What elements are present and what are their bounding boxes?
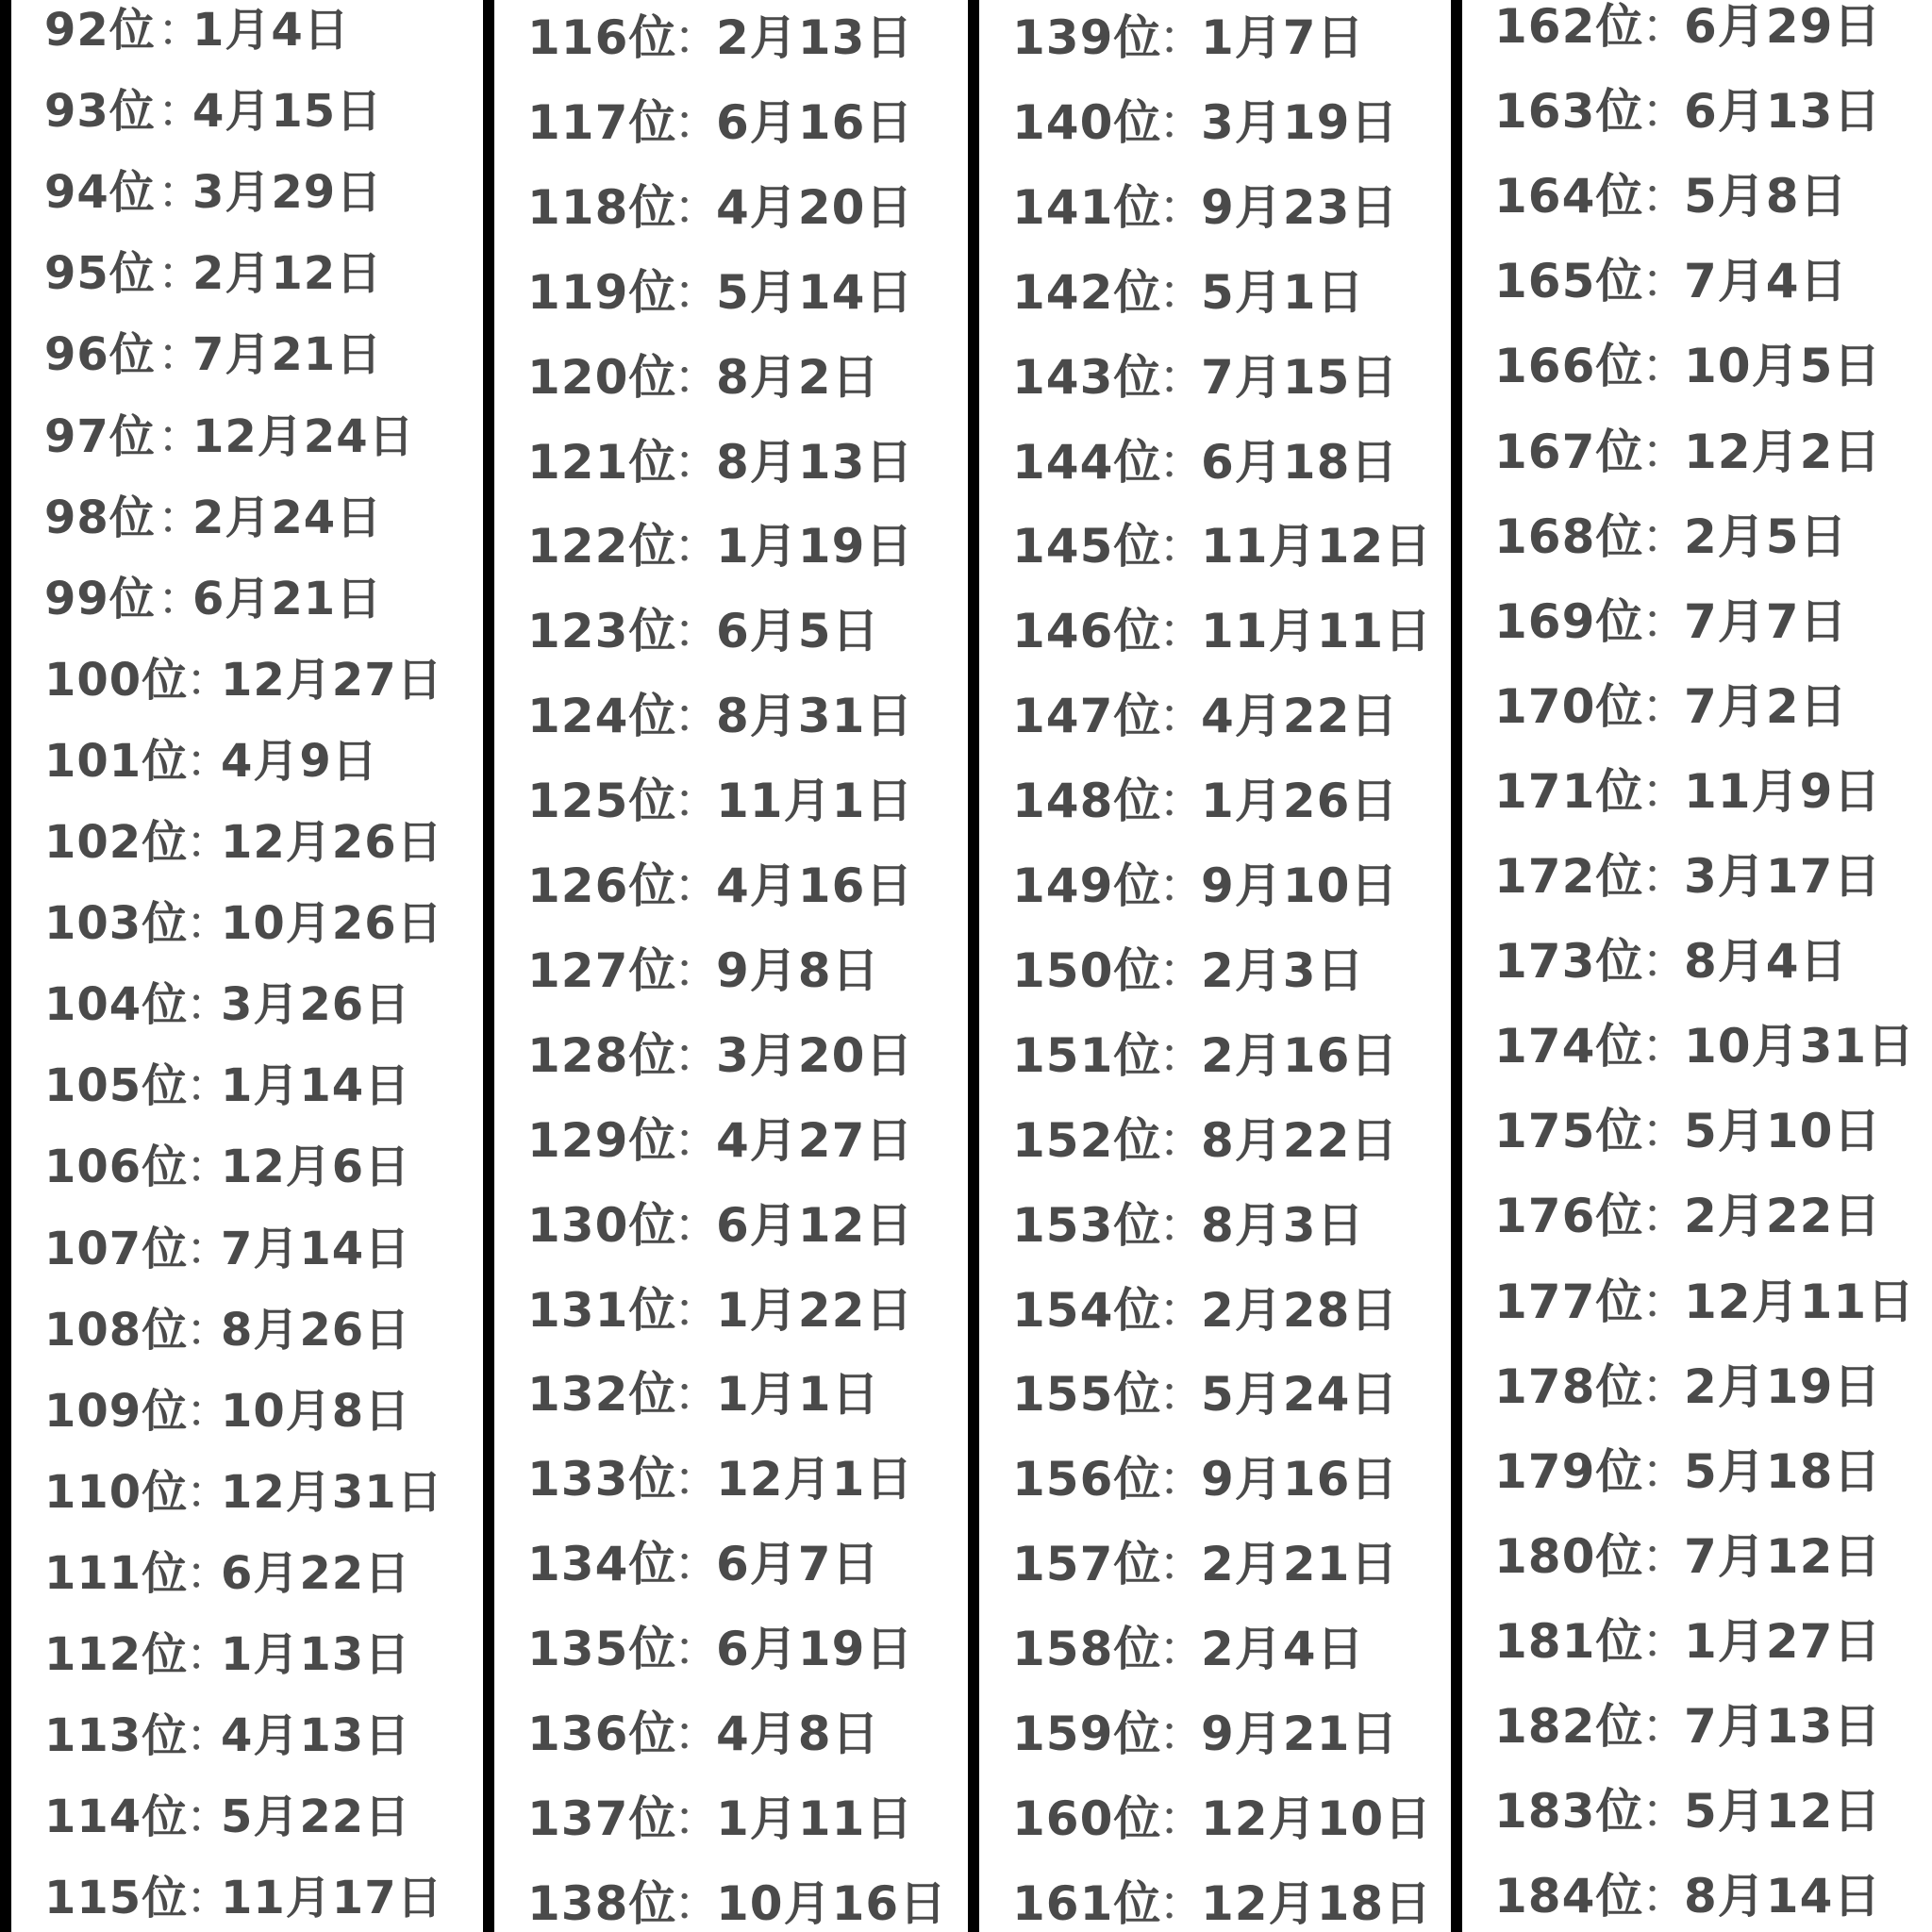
birthday-date: 8月4日 (1684, 934, 1848, 990)
birthday-date: 4月13日 (221, 1709, 411, 1763)
rank-label: 172位 (1494, 849, 1644, 904)
birthday-date: 1月26日 (1201, 774, 1399, 829)
rank-label: 175位 (1494, 1104, 1644, 1159)
colon-separator: ： (186, 978, 233, 1032)
rank-label: 110位 (44, 1465, 189, 1519)
birthday-date: 5月8日 (1684, 169, 1848, 225)
colon-separator: ： (1641, 424, 1690, 479)
rank-label: 147位 (1012, 689, 1162, 744)
rank-label: 112位 (44, 1628, 189, 1681)
birthday-date: 2月5日 (1684, 508, 1848, 564)
colon-separator: ： (1158, 1197, 1207, 1253)
rank-label: 134位 (527, 1537, 677, 1592)
birthday-date: 1月7日 (1201, 10, 1365, 65)
rank-label: 99位 (44, 572, 156, 625)
rank-label: 93位 (44, 85, 156, 139)
colon-separator: ： (1641, 339, 1690, 394)
birthday-date: 6月12日 (716, 1197, 914, 1253)
birthday-date: 7月4日 (1684, 254, 1848, 309)
colon-separator: ： (674, 942, 722, 998)
colon-separator: ： (674, 1112, 722, 1168)
birthday-date: 12月6日 (221, 1141, 411, 1194)
birthday-date: 8月13日 (716, 434, 914, 490)
rank-label: 168位 (1494, 508, 1644, 564)
birthday-date: 1月27日 (1684, 1613, 1882, 1669)
rank-label: 131位 (527, 1282, 677, 1338)
rank-label: 95位 (44, 247, 156, 301)
birthday-date: 11月9日 (1684, 763, 1882, 819)
colon-separator: ： (186, 1872, 233, 1925)
colon-separator: ： (1158, 519, 1207, 575)
rank-label: 156位 (1012, 1452, 1162, 1507)
colon-separator: ： (1641, 84, 1690, 140)
birthday-date: 12月31日 (221, 1465, 443, 1519)
birthday-date: 4月15日 (192, 85, 383, 139)
colon-separator: ： (158, 4, 205, 57)
colon-separator: ： (1158, 774, 1207, 829)
rank-label: 104位 (44, 978, 189, 1032)
birthday-date: 11月1日 (716, 774, 914, 829)
birthday-date: 1月4日 (192, 4, 350, 57)
rank-label: 114位 (44, 1790, 189, 1844)
rank-label: 125位 (527, 774, 677, 829)
rank-label: 143位 (1012, 349, 1162, 405)
birthday-date: 10月26日 (221, 897, 443, 951)
colon-separator: ： (1641, 763, 1690, 819)
colon-separator: ： (1641, 1869, 1690, 1924)
rank-label: 145位 (1012, 519, 1162, 575)
ranking-column-1 (11, 0, 483, 1932)
rank-label: 121位 (527, 434, 677, 490)
rank-label: 184位 (1494, 1869, 1644, 1924)
birthday-date: 5月10日 (1684, 1104, 1882, 1159)
rank-label: 159位 (1012, 1707, 1162, 1761)
rank-label: 96位 (44, 328, 156, 382)
rank-label: 118位 (527, 179, 677, 235)
birthday-date: 12月18日 (1201, 1875, 1433, 1931)
rank-label: 178位 (1494, 1358, 1644, 1414)
colon-separator: ： (186, 1628, 233, 1681)
colon-separator: ： (1158, 94, 1207, 150)
birthday-date: 4月9日 (221, 734, 378, 788)
rank-label: 150位 (1012, 942, 1162, 998)
birthday-date: 7月14日 (221, 1222, 411, 1275)
colon-separator: ： (186, 1384, 233, 1438)
colon-separator: ： (1158, 1367, 1207, 1423)
birthday-date: 6月22日 (221, 1546, 411, 1600)
rank-label: 117位 (527, 94, 677, 150)
rank-label: 109位 (44, 1384, 189, 1438)
colon-separator: ： (186, 1546, 233, 1600)
birthday-date: 9月23日 (1201, 179, 1399, 235)
rank-label: 120位 (527, 349, 677, 405)
colon-separator: ： (1158, 1112, 1207, 1168)
birthday-date: 2月22日 (1684, 1189, 1882, 1244)
birthday-date: 9月10日 (1201, 858, 1399, 913)
rank-label: 97位 (44, 409, 156, 463)
ranking-column-3 (979, 0, 1451, 1932)
birthday-date: 7月15日 (1201, 349, 1399, 405)
colon-separator: ： (1641, 678, 1690, 734)
colon-separator: ： (1641, 1443, 1690, 1499)
birthday-date: 5月1日 (1201, 264, 1365, 320)
rank-label: 180位 (1494, 1528, 1644, 1584)
rank-label: 160位 (1012, 1790, 1162, 1846)
colon-separator: ： (1641, 934, 1690, 990)
colon-separator: ： (674, 1367, 722, 1423)
rank-label: 105位 (44, 1059, 189, 1113)
birthday-date: 5月18日 (1684, 1443, 1882, 1499)
birthday-date: 3月20日 (716, 1027, 914, 1083)
colon-separator: ： (1641, 1274, 1690, 1329)
birthday-date: 7月21日 (192, 328, 383, 382)
rank-label: 107位 (44, 1222, 189, 1275)
rank-label: 173位 (1494, 934, 1644, 990)
ranking-column-4 (1462, 0, 1932, 1932)
rank-label: 154位 (1012, 1282, 1162, 1338)
rank-label: 163位 (1494, 84, 1644, 140)
rank-label: 140位 (1012, 94, 1162, 150)
birthday-date: 12月26日 (221, 816, 443, 869)
rank-label: 115位 (44, 1872, 189, 1925)
colon-separator: ： (1641, 169, 1690, 225)
rank-label: 157位 (1012, 1537, 1162, 1592)
birthday-date: 11月12日 (1201, 519, 1433, 575)
colon-separator: ： (186, 1222, 233, 1275)
colon-separator: ： (186, 1790, 233, 1844)
birthday-date: 2月24日 (192, 491, 383, 544)
birthday-date: 6月29日 (1684, 0, 1882, 54)
colon-separator: ： (1641, 254, 1690, 309)
colon-separator: ： (674, 858, 722, 913)
birthday-date: 5月24日 (1201, 1367, 1399, 1423)
colon-separator: ： (1158, 1622, 1207, 1677)
birthday-date: 7月13日 (1684, 1699, 1882, 1754)
rank-label: 144位 (1012, 434, 1162, 490)
colon-separator: ： (158, 85, 205, 139)
birthday-date: 12月11日 (1684, 1274, 1916, 1329)
colon-separator: ： (674, 1875, 722, 1931)
rank-label: 149位 (1012, 858, 1162, 913)
rank-label: 124位 (527, 689, 677, 744)
birthday-date: 12月2日 (1684, 424, 1882, 479)
colon-separator: ： (158, 328, 205, 382)
birthday-date: 12月24日 (192, 409, 415, 463)
rank-label: 151位 (1012, 1027, 1162, 1083)
rank-label: 116位 (527, 10, 677, 65)
birthday-date: 1月14日 (221, 1059, 411, 1113)
rank-label: 176位 (1494, 1189, 1644, 1244)
colon-separator: ： (674, 349, 722, 405)
colon-separator: ： (1158, 179, 1207, 235)
rank-label: 169位 (1494, 593, 1644, 649)
colon-separator: ： (674, 264, 722, 320)
rank-label: 162位 (1494, 0, 1644, 54)
colon-separator: ： (1158, 1707, 1207, 1761)
birthday-date: 2月16日 (1201, 1027, 1399, 1083)
birthday-date: 10月5日 (1684, 339, 1882, 394)
rank-label: 101位 (44, 734, 189, 788)
birthday-date: 8月22日 (1201, 1112, 1399, 1168)
colon-separator: ： (674, 774, 722, 829)
colon-separator: ： (1158, 264, 1207, 320)
colon-separator: ： (1158, 1790, 1207, 1846)
rank-label: 138位 (527, 1875, 677, 1931)
birthday-date: 1月19日 (716, 519, 914, 575)
rank-label: 126位 (527, 858, 677, 913)
colon-separator: ： (186, 816, 233, 869)
birthday-date: 5月12日 (1684, 1784, 1882, 1840)
birthday-date: 11月17日 (221, 1872, 443, 1925)
colon-separator: ： (186, 1709, 233, 1763)
colon-separator: ： (1641, 1104, 1690, 1159)
birthday-date: 6月18日 (1201, 434, 1399, 490)
rank-label: 137位 (527, 1790, 677, 1846)
birthday-date: 5月14日 (716, 264, 914, 320)
birthday-date: 6月5日 (716, 604, 880, 659)
colon-separator: ： (158, 247, 205, 301)
colon-separator: ： (674, 1790, 722, 1846)
birthday-date: 8月3日 (1201, 1197, 1365, 1253)
birthday-date: 4月20日 (716, 179, 914, 235)
rank-label: 182位 (1494, 1699, 1644, 1754)
rank-label: 103位 (44, 897, 189, 951)
birthday-date: 2月3日 (1201, 942, 1365, 998)
birthday-date: 3月26日 (221, 978, 411, 1032)
rank-label: 135位 (527, 1622, 677, 1677)
colon-separator: ： (674, 179, 722, 235)
birthday-date: 6月13日 (1684, 84, 1882, 140)
colon-separator: ： (674, 10, 722, 65)
colon-separator: ： (1641, 1019, 1690, 1074)
birthday-date: 2月12日 (192, 247, 383, 301)
birthday-date: 6月19日 (716, 1622, 914, 1677)
colon-separator: ： (158, 409, 205, 463)
colon-separator: ： (1158, 10, 1207, 65)
birthday-date: 4月16日 (716, 858, 914, 913)
colon-separator: ： (158, 572, 205, 625)
rank-label: 127位 (527, 942, 677, 998)
rank-label: 165位 (1494, 254, 1644, 309)
rank-label: 152位 (1012, 1112, 1162, 1168)
birthday-date: 8月2日 (716, 349, 880, 405)
rank-label: 100位 (44, 653, 189, 707)
rank-label: 174位 (1494, 1019, 1644, 1074)
rank-label: 133位 (527, 1452, 677, 1507)
rank-label: 106位 (44, 1141, 189, 1194)
rank-label: 132位 (527, 1367, 677, 1423)
birthday-date: 10月16日 (716, 1875, 948, 1931)
birthday-date: 1月22日 (716, 1282, 914, 1338)
colon-separator: ： (186, 653, 233, 707)
colon-separator: ： (1641, 593, 1690, 649)
colon-separator: ： (158, 166, 205, 220)
birthday-date: 1月13日 (221, 1628, 411, 1681)
colon-separator: ： (674, 1537, 722, 1592)
birthday-date: 10月31日 (1684, 1019, 1916, 1074)
rank-label: 164位 (1494, 169, 1644, 225)
colon-separator: ： (1158, 1537, 1207, 1592)
colon-separator: ： (1641, 1784, 1690, 1840)
birthday-date: 11月11日 (1201, 604, 1433, 659)
rank-label: 166位 (1494, 339, 1644, 394)
birthday-date: 4月27日 (716, 1112, 914, 1168)
birthday-date: 2月28日 (1201, 1282, 1399, 1338)
colon-separator: ： (674, 604, 722, 659)
rank-label: 153位 (1012, 1197, 1162, 1253)
colon-separator: ： (1158, 349, 1207, 405)
birthday-date: 6月7日 (716, 1537, 880, 1592)
birthday-date: 6月21日 (192, 572, 383, 625)
rank-label: 111位 (44, 1546, 189, 1600)
birthday-date: 3月19日 (1201, 94, 1399, 150)
rank-label: 148位 (1012, 774, 1162, 829)
colon-separator: ： (186, 1465, 233, 1519)
rank-label: 139位 (1012, 10, 1162, 65)
colon-separator: ： (1158, 1027, 1207, 1083)
colon-separator: ： (1641, 1358, 1690, 1414)
colon-separator: ： (1158, 1875, 1207, 1931)
colon-separator: ： (1158, 689, 1207, 744)
colon-separator: ： (674, 1707, 722, 1761)
colon-separator: ： (674, 1197, 722, 1253)
rank-label: 130位 (527, 1197, 677, 1253)
rank-label: 142位 (1012, 264, 1162, 320)
colon-separator: ： (674, 434, 722, 490)
colon-separator: ： (1158, 858, 1207, 913)
rank-label: 122位 (527, 519, 677, 575)
colon-separator: ： (674, 519, 722, 575)
birthday-date: 7月12日 (1684, 1528, 1882, 1584)
rank-label: 183位 (1494, 1784, 1644, 1840)
birthday-date: 2月13日 (716, 10, 914, 65)
rank-label: 136位 (527, 1707, 677, 1761)
colon-separator: ： (1641, 1613, 1690, 1669)
birthday-date: 10月8日 (221, 1384, 411, 1438)
rank-label: 181位 (1494, 1613, 1644, 1669)
rank-label: 179位 (1494, 1443, 1644, 1499)
colon-separator: ： (674, 1282, 722, 1338)
colon-separator: ： (1158, 942, 1207, 998)
birthday-date: 3月29日 (192, 166, 383, 220)
colon-separator: ： (1158, 434, 1207, 490)
colon-separator: ： (1641, 508, 1690, 564)
colon-separator: ： (186, 734, 233, 788)
ranking-column-2 (494, 0, 968, 1932)
colon-separator: ： (674, 1452, 722, 1507)
rank-label: 161位 (1012, 1875, 1162, 1931)
birthday-date: 8月14日 (1684, 1869, 1882, 1924)
birthday-date: 5月22日 (221, 1790, 411, 1844)
colon-separator: ： (186, 1141, 233, 1194)
birthday-date: 1月1日 (716, 1367, 880, 1423)
rank-label: 102位 (44, 816, 189, 869)
colon-separator: ： (1158, 1452, 1207, 1507)
birthday-date: 6月16日 (716, 94, 914, 150)
rank-label: 108位 (44, 1303, 189, 1357)
rank-label: 171位 (1494, 763, 1644, 819)
colon-separator: ： (1158, 1282, 1207, 1338)
birthday-date: 2月19日 (1684, 1358, 1882, 1414)
birthday-date: 4月22日 (1201, 689, 1399, 744)
birthday-date: 3月17日 (1684, 849, 1882, 904)
colon-separator: ： (1641, 1189, 1690, 1244)
colon-separator: ： (674, 689, 722, 744)
birthday-date: 12月27日 (221, 653, 443, 707)
birthday-date: 12月10日 (1201, 1790, 1433, 1846)
rank-label: 141位 (1012, 179, 1162, 235)
colon-separator: ： (674, 94, 722, 150)
rank-label: 155位 (1012, 1367, 1162, 1423)
birthday-date: 8月26日 (221, 1303, 411, 1357)
colon-separator: ： (158, 491, 205, 544)
colon-separator: ： (1641, 849, 1690, 904)
rank-label: 177位 (1494, 1274, 1644, 1329)
birthday-date: 9月21日 (1201, 1707, 1399, 1761)
birthday-date: 8月31日 (716, 689, 914, 744)
rank-label: 119位 (527, 264, 677, 320)
rank-label: 94位 (44, 166, 156, 220)
colon-separator: ： (674, 1027, 722, 1083)
birthday-date: 4月8日 (716, 1707, 880, 1761)
birthday-date: 7月2日 (1684, 678, 1848, 734)
rank-label: 113位 (44, 1709, 189, 1763)
colon-separator: ： (186, 1303, 233, 1357)
colon-separator: ： (1641, 1699, 1690, 1754)
colon-separator: ： (1641, 0, 1690, 54)
colon-separator: ： (674, 1622, 722, 1677)
rank-label: 158位 (1012, 1622, 1162, 1677)
colon-separator: ： (186, 897, 233, 951)
birthday-date: 1月11日 (716, 1790, 914, 1846)
birthday-date: 9月8日 (716, 942, 880, 998)
rank-label: 128位 (527, 1027, 677, 1083)
colon-separator: ： (186, 1059, 233, 1113)
birthday-date: 9月16日 (1201, 1452, 1399, 1507)
birthday-date: 12月1日 (716, 1452, 914, 1507)
rank-label: 92位 (44, 4, 156, 57)
birthday-date: 2月4日 (1201, 1622, 1365, 1677)
birthday-date: 7月7日 (1684, 593, 1848, 649)
colon-separator: ： (1641, 1528, 1690, 1584)
colon-separator: ： (1158, 604, 1207, 659)
rank-label: 98位 (44, 491, 156, 544)
rank-label: 167位 (1494, 424, 1644, 479)
rank-label: 170位 (1494, 678, 1644, 734)
rank-label: 146位 (1012, 604, 1162, 659)
birthday-date: 2月21日 (1201, 1537, 1399, 1592)
rank-label: 129位 (527, 1112, 677, 1168)
rank-label: 123位 (527, 604, 677, 659)
